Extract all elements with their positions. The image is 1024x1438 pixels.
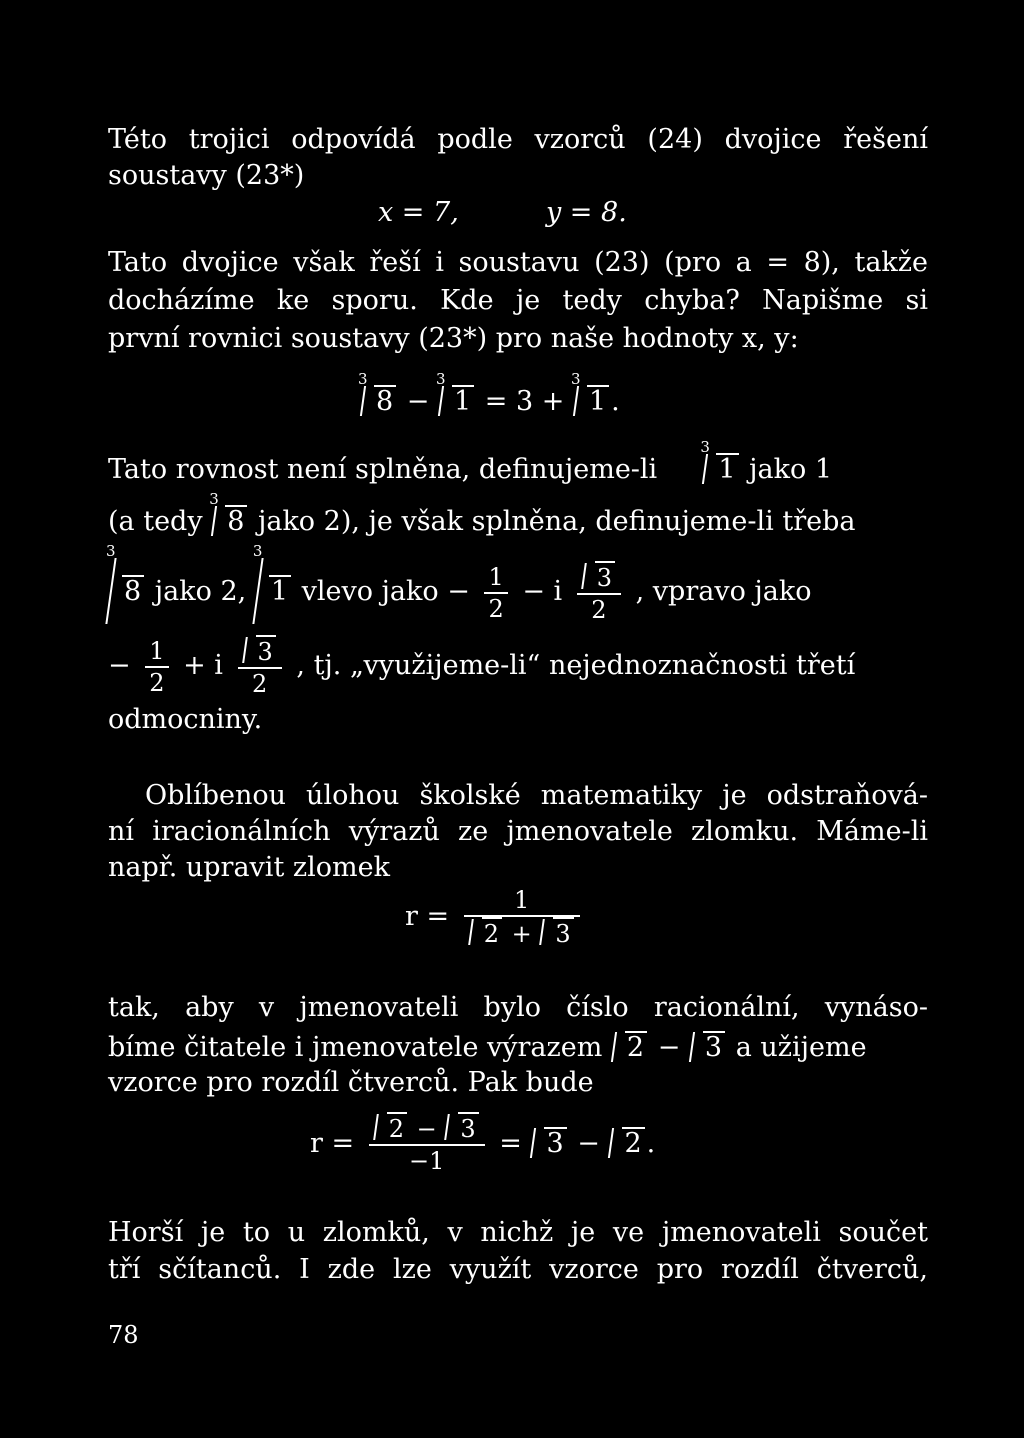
radicand: 2 (387, 1112, 407, 1142)
radical-2 (611, 1030, 647, 1066)
fraction-sqrt3-half (577, 561, 621, 625)
radicand: 3 (595, 561, 615, 591)
radical-3 (242, 635, 276, 667)
page-number: 78 (108, 1321, 139, 1349)
radicand: 8 (374, 385, 396, 415)
para2-line-3: první rovnici soustavy (23*) pro naše hodnoty x, y: (108, 323, 799, 354)
radical-1-right (570, 370, 609, 420)
radical-3 (444, 1112, 478, 1144)
equals-part: = 3 + (484, 386, 565, 417)
fraction-equation (405, 885, 665, 949)
radicand: 1 (716, 453, 738, 483)
para4-line-1: Oblíbenou úlohou školské matematiky je odstraňová- (145, 780, 928, 811)
radicand: 1 (452, 385, 474, 415)
radicand: 8 (225, 505, 247, 535)
lhs: r = (405, 901, 450, 932)
text: , tj. „využijeme-li“ nejednoznačnosti třetí (296, 650, 856, 681)
text: − i (522, 576, 563, 607)
radical-index: 3 (252, 542, 263, 560)
fraction-one-half (484, 562, 507, 624)
para5-line-1: tak, aby v jmenovateli bylo číslo racionální, vynáso- (108, 992, 928, 1023)
radical-index: 3 (700, 438, 710, 456)
radicand: 2 (622, 1127, 644, 1157)
denominator: 2 (591, 595, 607, 624)
solution-equation (378, 195, 678, 231)
plus-sign: + (511, 920, 532, 948)
radicand: 3 (703, 1031, 725, 1061)
para5-line-2 (108, 1030, 928, 1066)
text: , vpravo jako (635, 576, 812, 607)
numerator (577, 561, 621, 595)
para2-line-2: docházíme ke sporu. Kde je tedy chyba? Napišme si (108, 285, 928, 316)
text: vlevo jako − (301, 576, 470, 607)
denominator: 2 (149, 668, 165, 697)
radicand: 2 (625, 1031, 647, 1061)
para6-line-2: tří sčítanců. I zde lze využít vzorce pro rozdíl čtverců, (108, 1254, 928, 1285)
denominator: 2 (488, 594, 504, 623)
radical-3 (530, 1126, 566, 1162)
text: jako 1 (749, 454, 833, 485)
para3-line-4 (108, 630, 928, 702)
radicand: 8 (122, 575, 144, 605)
radicand: 1 (269, 575, 291, 605)
radical-8 (209, 490, 247, 540)
text: jako 2), je však splněna, definujeme-li třeba (257, 506, 856, 537)
para4-line-3: např. upravit zlomek (108, 852, 390, 883)
radical-8 (358, 370, 396, 420)
radicand: 3 (256, 635, 276, 665)
text: − (108, 650, 131, 681)
text: Tato rovnost není splněna, definujeme-li (108, 454, 658, 485)
minus-sign: − (657, 1032, 681, 1063)
text: bíme čitatele i jmenovatele výrazem (108, 1032, 603, 1063)
result-expression (530, 1128, 655, 1159)
text: jako 2, (154, 576, 247, 607)
radical-2 (608, 1126, 644, 1162)
fraction-1-over-sum (464, 885, 580, 949)
equals-sign: = (499, 1128, 522, 1159)
denominator: 2 (252, 669, 268, 698)
para3-line-2 (108, 490, 928, 540)
para3-line-5: odmocniny. (108, 704, 263, 735)
radical-3 (539, 917, 573, 949)
fraction-one-half (145, 636, 168, 698)
denominator (464, 917, 580, 949)
minus-sign: − (406, 386, 430, 417)
numerator: 1 (484, 562, 507, 594)
para2-line-1: Tato dvojice však řeší i soustavu (23) (pro a = 8), takže (108, 247, 928, 278)
radical-index: 3 (209, 490, 219, 508)
period: . (611, 386, 620, 417)
numerator (369, 1112, 485, 1146)
minus-sign: − (416, 1115, 437, 1143)
period: . (646, 1128, 656, 1159)
radicand: 2 (482, 917, 502, 947)
result-equation (310, 1112, 750, 1176)
radical-index: 3 (358, 370, 368, 388)
radical-8 (106, 542, 144, 628)
radical-index: 3 (106, 542, 116, 560)
radical-3 (689, 1030, 725, 1066)
numerator: 1 (145, 636, 168, 668)
radical-1 (700, 438, 738, 488)
numerator (238, 635, 282, 669)
numerator: 1 (464, 885, 580, 917)
cube-root-equation (358, 370, 700, 420)
solution-x: x = 7, (378, 197, 459, 228)
para3-line-3 (106, 542, 928, 628)
minus-sign: − (577, 1128, 600, 1159)
text: + i (183, 650, 223, 681)
radicand: 1 (587, 385, 609, 415)
lhs: r = (310, 1128, 355, 1159)
radical-1 (252, 542, 291, 628)
para4-line-2: ní iracionálních výrazů ze jmenovatele zlomku. Máme-li (108, 816, 928, 847)
fraction-difference (369, 1112, 485, 1176)
radicand: 3 (458, 1112, 478, 1142)
radicand: 3 (553, 917, 573, 947)
intro-line-2: soustavy (23*) (108, 160, 305, 191)
fraction-sqrt3-half (238, 635, 282, 699)
text: a užijeme (735, 1032, 867, 1063)
radical-index: 3 (570, 370, 581, 388)
para3-line-1 (108, 438, 928, 488)
radical-index: 3 (436, 370, 446, 388)
radicand: 3 (544, 1127, 566, 1157)
text: (a tedy (108, 506, 203, 537)
radical-2 (373, 1112, 407, 1144)
denominator: −1 (409, 1147, 445, 1175)
radical-3 (581, 561, 615, 593)
intro-line-1: Této trojici odpovídá podle vzorců (24) dvojice řešení (108, 124, 928, 155)
solution-y: y = 8. (545, 197, 627, 228)
para5-line-3: vzorce pro rozdíl čtverců. Pak bude (108, 1067, 594, 1098)
radical-1 (436, 370, 474, 420)
radical-2 (468, 917, 502, 949)
para6-line-1: Horší je to u zlomků, v nichž je ve jmenovateli součet (108, 1217, 928, 1248)
